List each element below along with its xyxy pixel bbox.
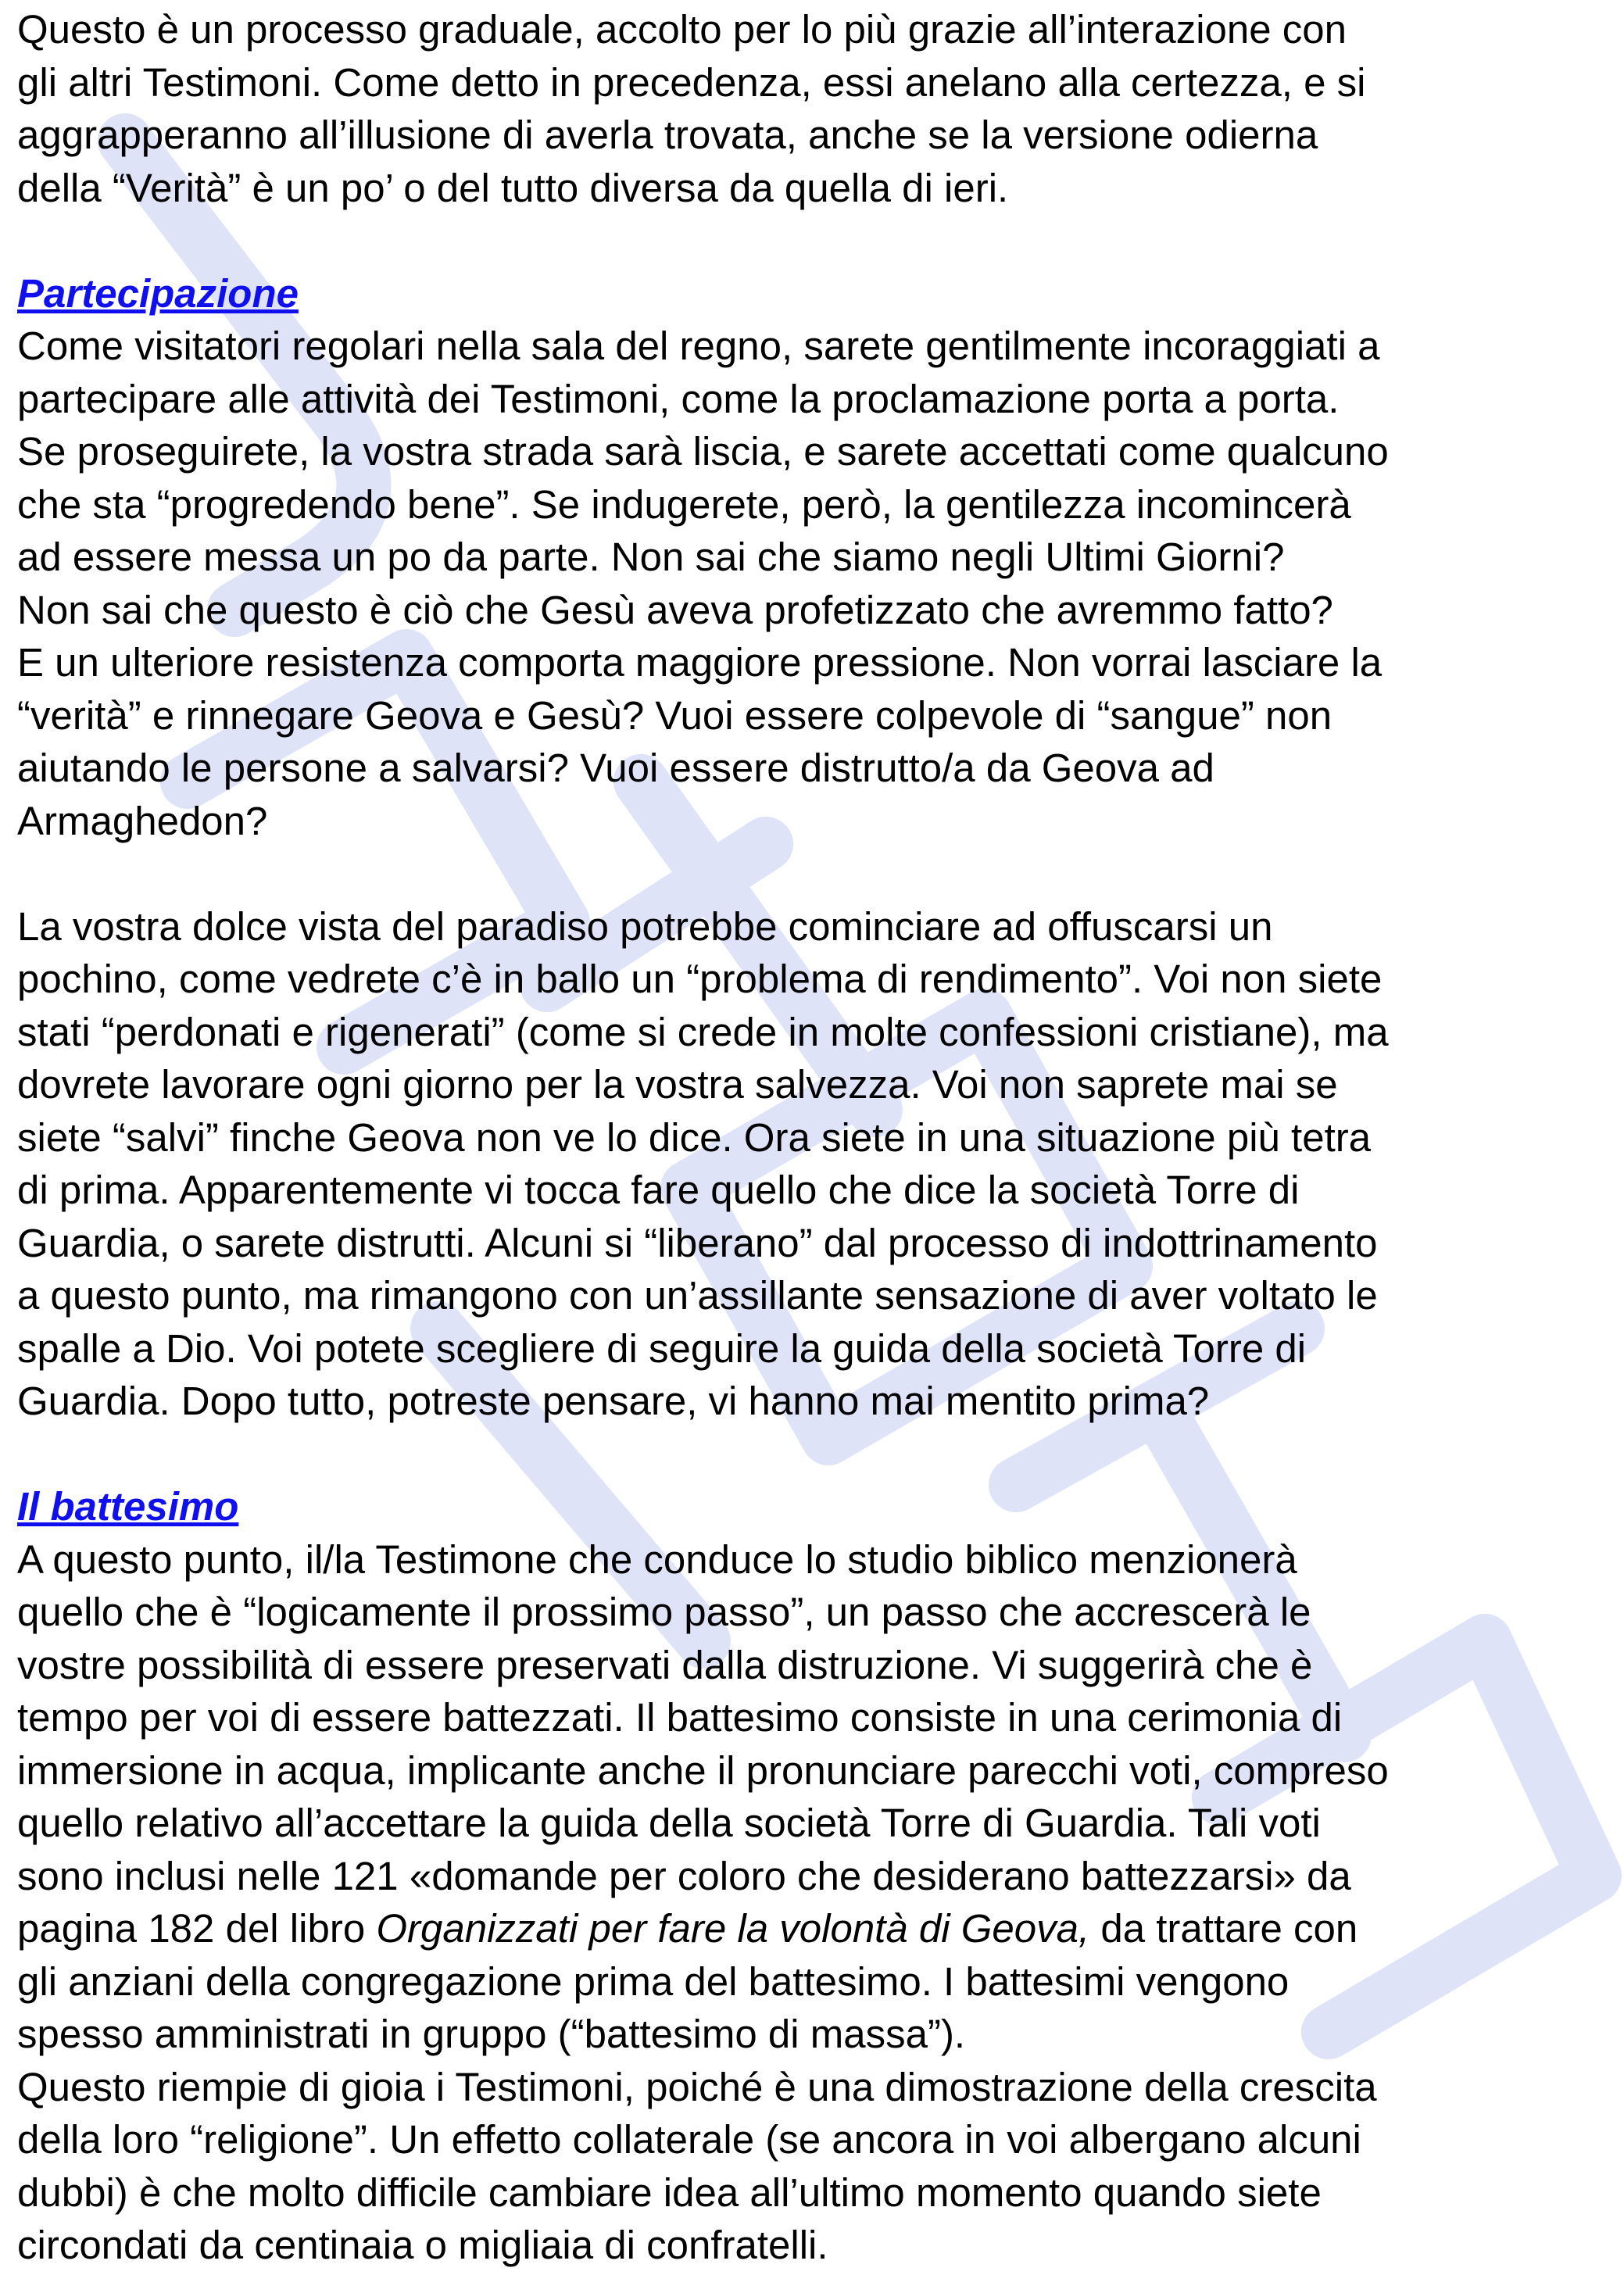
text-line: gli altri Testimoni. Come detto in precedenza, essi anelano alla certezza, e si: [17, 59, 1366, 105]
partecipazione-paragraph-1: [17, 320, 1611, 847]
text-line: di prima. Apparentemente vi tocca fare quello che dice la società Torre di: [17, 1168, 1300, 1212]
text-line: Guardia, o sarete distrutti. Alcuni si “liberano” dal processo di indottrinamento: [17, 1220, 1378, 1265]
text-line: Questo riempie di gioia i Testimoni, poiché è una dimostrazione della crescita: [17, 2064, 1377, 2109]
text-line: ad essere messa un po da parte. Non sai che siamo negli Ultimi Giorni?: [17, 535, 1285, 579]
text-line: tempo per voi di essere battezzati. Il battesimo consiste in una cerimonia di: [17, 1695, 1343, 1740]
text-line: vostre possibilità di essere preservati dalla distruzione. Vi suggerirà che è: [17, 1642, 1313, 1687]
text-line: E un ulteriore resistenza comporta maggiore pressione. Non vorrai lasciare la: [17, 640, 1383, 685]
text-line-book-reference: [17, 1902, 1611, 1955]
text-line: siete “salvi” finche Geova non ve lo dice. Ora siete in una situazione più tetra: [17, 1114, 1372, 1160]
text-line: dovrete lavorare ogni giorno per la vostra salvezza. Voi non saprete mai se: [17, 1062, 1338, 1107]
text-segment: pagina 182 del libro: [17, 1906, 377, 1951]
text-line: immersione in acqua, implicante anche il pronunciare parecchi voti, compreso: [17, 1747, 1389, 1793]
battesimo-paragraph-1: [17, 1533, 1611, 2061]
battesimo-paragraph-2: [17, 2061, 1611, 2272]
text-line: quello relativo all’accettare la guida della società Torre di Guardia. Tali voti: [17, 1801, 1321, 1845]
text-line: della loro “religione”. Un effetto collaterale (se ancora in voi albergano alcuni: [17, 2117, 1361, 2162]
text-line: Come visitatori regolari nella sala del regno, sarete gentilmente incoraggiati a: [17, 324, 1380, 368]
partecipazione-paragraph-2: [17, 900, 1611, 1428]
text-line: che sta “progredendo bene”. Se indugerete, però, la gentilezza incomincerà: [17, 481, 1351, 527]
text-line: “verità” e rinnegare Geova e Gesù? Vuoi essere colpevole di “sangue” non: [17, 692, 1332, 738]
text-line: Armaghedon?: [17, 798, 268, 843]
text-line: aggrapperanno all’illusione di averla trovata, anche se la versione odierna: [17, 113, 1318, 157]
text-line: circondati da centinaia o migliaia di confratelli.: [17, 2223, 828, 2267]
paragraph-spacer: [17, 214, 1611, 267]
text-line: gli anziani della congregazione prima del battesimo. I battesimi vengono: [17, 1958, 1290, 2004]
text-line: pochino, come vedrete c’è in ballo un “problema di rendimento”. Voi non siete: [17, 957, 1383, 1001]
section-heading-battesimo: Il battesimo: [17, 1484, 239, 1529]
text-line: aiutando le persone a salvarsi? Vuoi essere distrutto/a da Geova ad: [17, 746, 1214, 790]
section-heading-partecipazione: Partecipazione: [17, 270, 299, 316]
text-line: Non sai che questo è ciò che Gesù aveva profetizzato che avremmo fatto?: [17, 587, 1333, 632]
text-line: dubbi) è che molto difficile cambiare idea all’ultimo momento quando siete: [17, 2169, 1322, 2215]
text-line: La vostra dolce vista del paradiso potrebbe cominciare ad offuscarsi un: [17, 903, 1273, 949]
text-line: Se proseguirete, la vostra strada sarà liscia, e sarete accettati come qualcuno: [17, 429, 1389, 474]
text-line: Questo è un processo graduale, accolto per lo più grazie all’interazione con: [17, 7, 1347, 52]
text-line: Guardia. Dopo tutto, potreste pensare, vi hanno mai mentito prima?: [17, 1379, 1210, 1423]
text-line: partecipare alle attività dei Testimoni, come la proclamazione porta a porta.: [17, 376, 1340, 421]
text-line: spesso amministrati in gruppo (“battesimo di massa”).: [17, 2012, 966, 2056]
text-segment: da trattare con: [1089, 1906, 1358, 1951]
book-title: Organizzati per fare la volontà di Geova,: [376, 1906, 1090, 1951]
text-line: spalle a Dio. Voi potete scegliere di seguire la guida della società Torre di: [17, 1325, 1307, 1371]
text-line: A questo punto, il/la Testimone che conduce lo studio biblico menzionerà: [17, 1536, 1297, 1582]
text-line: quello che è “logicamente il prossimo passo”, un passo che accrescerà le: [17, 1590, 1311, 1634]
text-line: sono inclusi nelle 121 «domande per coloro che desiderano battezzarsi» da: [17, 1853, 1351, 1898]
paragraph-spacer: [17, 847, 1611, 900]
paragraph-spacer: [17, 1428, 1611, 1481]
text-line: della “Verità” è un po’ o del tutto diversa da quella di ieri.: [17, 165, 1009, 210]
text-line: a questo punto, ma rimangono con un’assillante sensazione di aver voltato le: [17, 1273, 1378, 1318]
text-line: stati “perdonati e rigenerati” (come si crede in molte confessioni cristiane), ma: [17, 1009, 1389, 1054]
intro-paragraph: [17, 3, 1611, 214]
